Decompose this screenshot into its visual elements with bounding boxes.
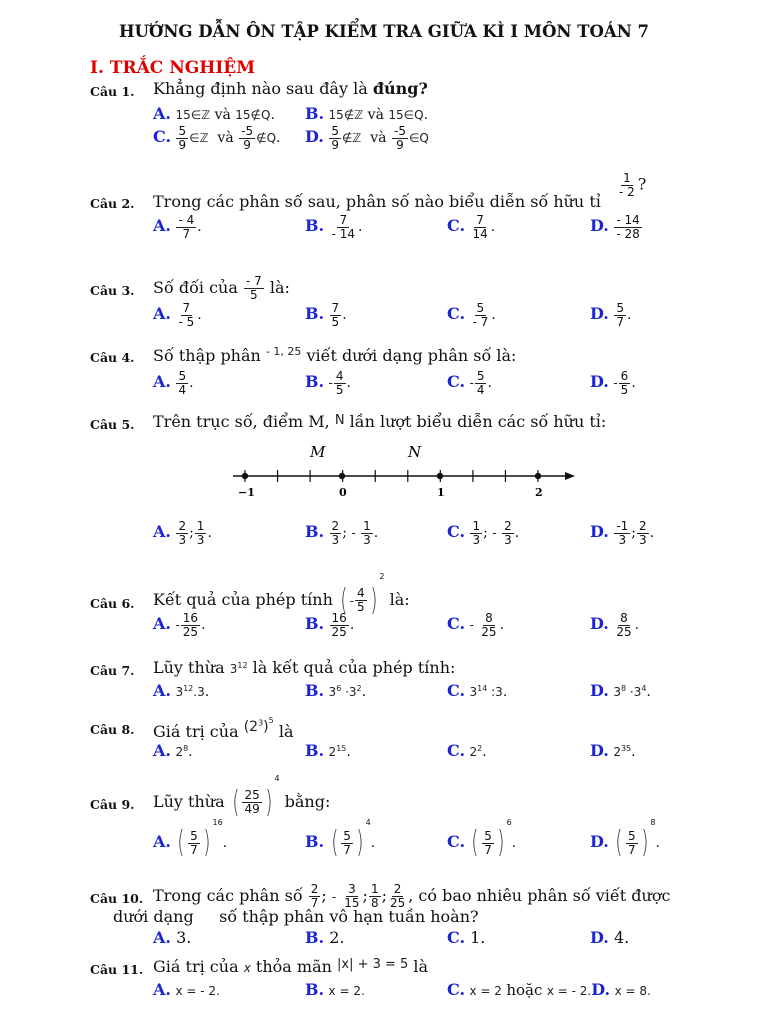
option-b: B. $\frac{16}{25}$ . [305,611,355,639]
option-d: D. ( 5 7 ) $^8$. [590,818,660,860]
question-text: Kết quả của phép tính ( - 4 5 ) $^2$ là: [153,572,410,618]
option-c: C. $\frac{5}{- 7}$ . [447,301,496,329]
question-text: Số đối của $\frac{- 7}{5}$ là: [153,274,290,302]
question-number: Câu 1. [90,84,135,99]
option-a: A. x = - 2. [153,980,220,999]
question-number: Câu 9. [90,797,135,812]
option-d: D. $\frac{5}{7}$ . [590,301,632,329]
option-c: C. $\frac{5}{9}$ ∈ℤ và $\frac{-5}{9}$ ∉Q. [153,124,281,152]
question-text: Lũy thừa $3^{12}$ là kết quả của phép tính: [153,658,456,677]
number-line [225,440,580,505]
option-a: A. $\frac{7}{- 5}$ . [153,301,202,329]
option-a: A. $2^8$. [153,741,193,760]
tick-dot [437,473,443,479]
question-number: Câu 7. [90,663,135,678]
tick-label: 2 [535,486,543,499]
option-b: B. 15∉ℤ và 15∈Q. [305,104,429,123]
option-d: D. $3^8 \cdot 3^4$. [590,681,651,700]
option-c: C. $\frac{1}{3}$ ; - $\frac{2}{3}$ . [447,519,520,547]
option-a: A. 15∈ℤ và 15∉Q. [153,104,275,123]
tick-label: 0 [339,486,347,499]
question-text: Khẳng định nào sau đây là đúng? [153,79,428,98]
option-a: A. $\frac{- 4}{7}$ . [153,213,202,241]
option-d: D. $\frac{5}{9}$ ∉ℤ và $\frac{-5}{9}$ ∈Q [305,124,429,152]
option-d: D. $\frac{- 14}{- 28}$ [590,213,640,241]
option-c: C. $2^2$. [447,741,487,760]
tick-dot [242,473,248,479]
question-text: Trên trục số, điểm M, N lần lượt biểu diễn các số hữu tỉ: [153,412,607,431]
option-a: A. $3^{12}.3$. [153,681,210,700]
option-a: A. 3. [153,928,192,947]
option-d: D. 4. [590,928,630,947]
question-number: Câu 10. [90,891,144,906]
point-m-label: M [310,443,326,461]
question-number: Câu 6. [90,596,135,611]
tick-label: 1 [437,486,445,499]
option-b: B. $\frac{7}{- 14}$ . [305,213,363,241]
question-text: Giá trị của $(2^3)^5$ là [153,716,294,741]
option-b: B. $\frac{7}{5}$ . [305,301,347,329]
option-b: B. x = 2. [305,980,365,999]
option-d: D. $\frac{-1}{3}$ ; $\frac{2}{3}$ . [590,519,655,547]
option-a: A. - $\frac{16}{25}$ . [153,611,206,639]
option-b: B. $\frac{2}{3}$ ; - $\frac{1}{3}$ . [305,519,379,547]
option-c: C. ( 5 7 ) $^6$. [447,818,517,860]
question-text: Giá trị của x thỏa mãn $^{|x| + 3 = 5}$ là [153,957,429,976]
question-number: Câu 5. [90,417,135,432]
option-d: D. - $\frac{6}{5}$ . [590,369,636,397]
option-b: B. - $\frac{4}{5}$ . [305,369,351,397]
section-heading: I. TRẮC NGHIỆM [90,58,256,78]
option-c: C. 1. [447,928,486,947]
option-b: B. 2. [305,928,345,947]
question-text: Trong các phân số $\frac{2}{7}$ ; - $\frac{3}{15}$ ; $\frac{1}{8}$ ; $\frac{2}{25}$ , có bao nhiêu phân số viết được [153,882,671,910]
option-c: C. - $\frac{8}{25}$ . [447,611,505,639]
option-c: C. $3^{14}$ :3. [447,681,508,700]
question-number: Câu 11. [90,962,144,977]
question-text-line2: dưới dạng số thập phân vô hạn tuần hoàn? [113,907,479,926]
tick-dot [339,473,345,479]
tick-dot [535,473,541,479]
page-title: HƯỚNG DẪN ÔN TẬP KIỂM TRA GIỮA KÌ I MÔN TOÁN 7 [118,22,650,41]
axis-arrow [565,472,575,480]
question-number: Câu 4. [90,350,135,365]
option-a: A. $\frac{5}{4}$ . [153,369,194,397]
option-b: B. $3^6 \cdot 3^2$. [305,681,367,700]
question-text: Lũy thừa ( 25 49 ) $^4$ bằng: [153,774,331,820]
question-number: Câu 8. [90,722,135,737]
option-a: A. $\frac{2}{3}$ ; $\frac{1}{3}$ . [153,519,212,547]
tick-label: −1 [238,486,255,499]
option-b: B. $2^{15}$. [305,741,351,760]
question-text: Số thập phân $^{- 1, 25}$ viết dưới dạng phân số là: [153,345,517,365]
point-n-label: N [408,443,422,461]
question-number: Câu 3. [90,283,135,298]
option-d: D. $\frac{8}{25}$ . [590,611,640,639]
option-c: C. x = 2 hoặc x = - 2.D. x = 8. [447,980,651,999]
question-text: Trong các phân số sau, phân số nào biểu diễn số hữu tỉ [153,192,601,211]
option-c: C. - $\frac{5}{4}$ . [447,369,492,397]
option-d: D. $2^{35}$. [590,741,636,760]
question-number: Câu 2. [90,196,135,211]
option-a: A. ( 5 7 ) $^{16}$. [153,818,228,860]
option-c: C. $\frac{7}{14}$ . [447,213,496,241]
question-fraction: $\frac{1}{- 2}$ ? [619,171,647,199]
option-b: B. ( 5 7 ) $^4$. [305,818,376,860]
